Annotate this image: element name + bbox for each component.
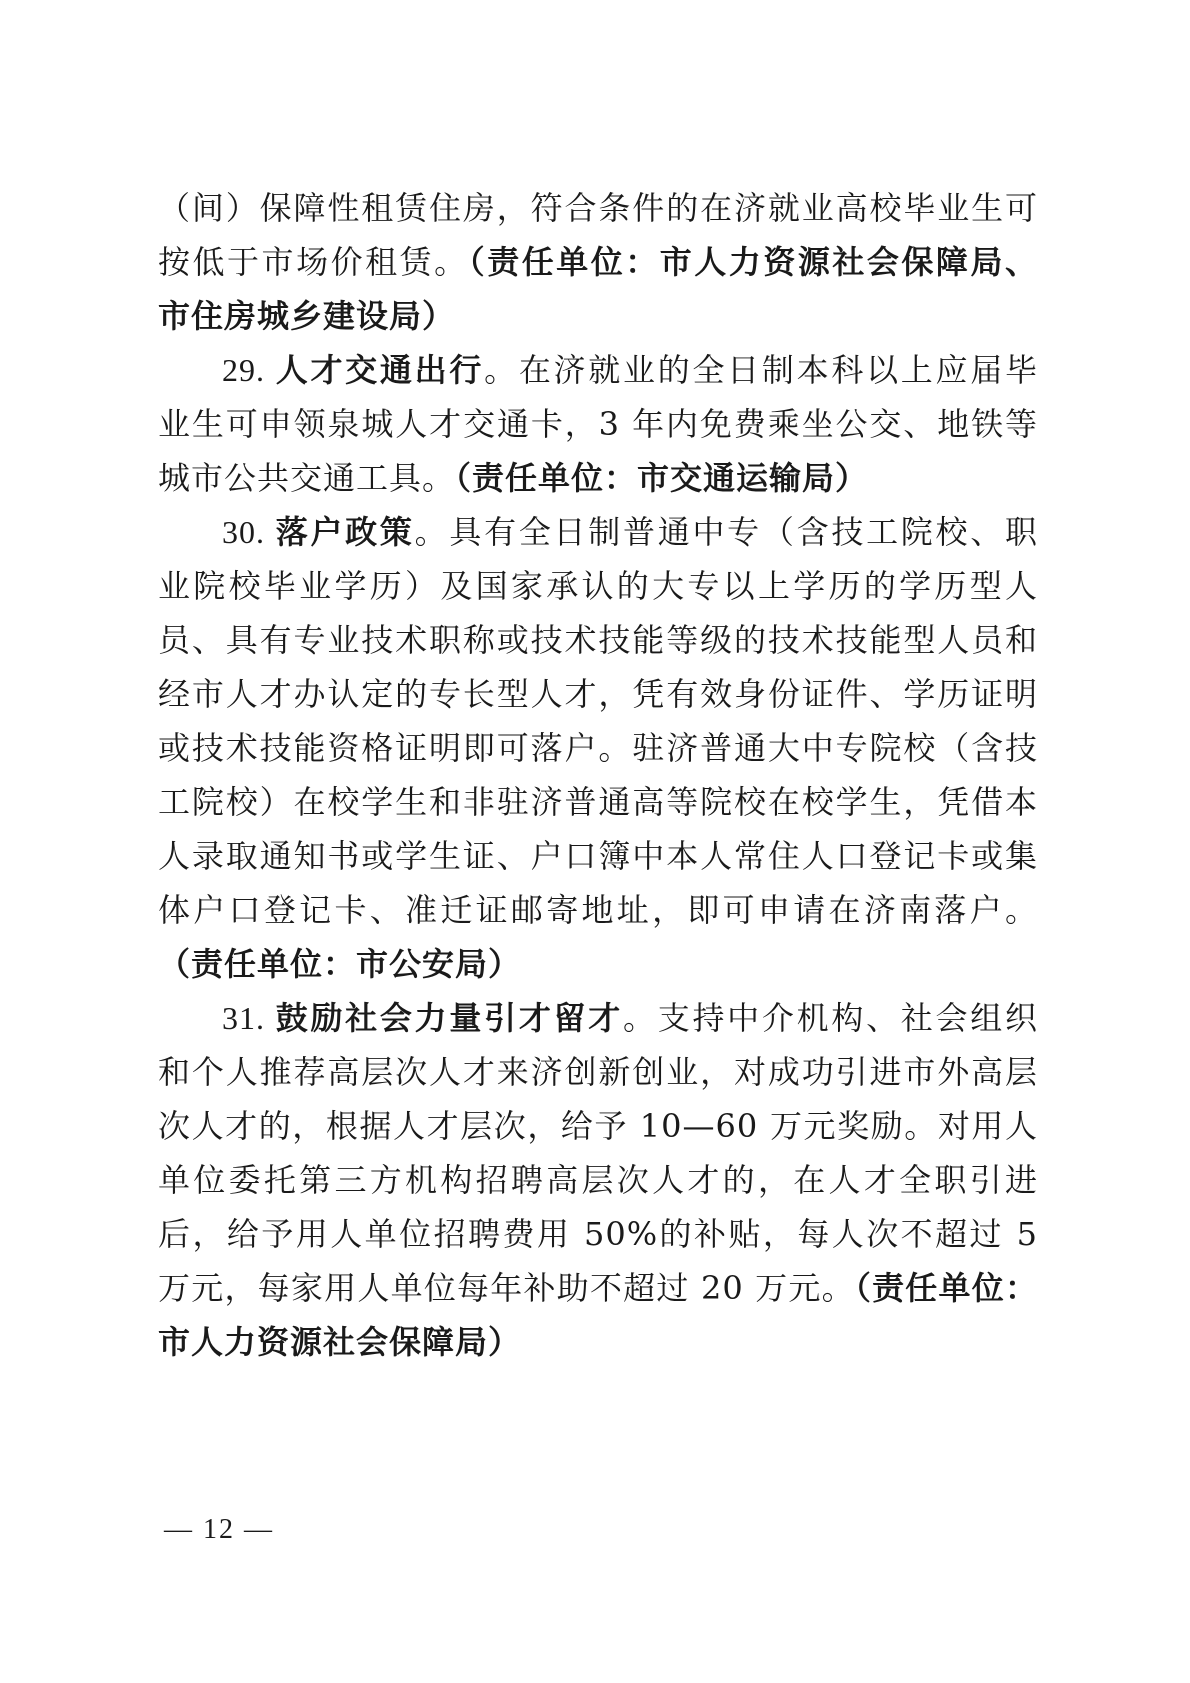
body-text: 经市人才办认定的专长型人才，凭有效身份证件、学历证明 — [158, 675, 1038, 713]
body-line — [158, 448, 1038, 508]
body-line — [158, 826, 1038, 886]
page-number: — 12 — — [164, 1514, 274, 1545]
item-number: 29. — [222, 352, 276, 388]
body-text: 。支持中介机构、社会组织 — [623, 999, 1038, 1037]
body-line — [158, 1096, 1038, 1156]
responsible-unit-note: （责任单位：市人力资源社会保障局、 — [468, 243, 1038, 281]
responsible-unit-note: 市住房城乡建设局） — [158, 297, 456, 335]
body-line — [158, 1150, 1038, 1210]
body-line — [158, 934, 1038, 994]
body-text: 城市公共交通工具。 — [158, 459, 456, 497]
body-text: 业生可申领泉城人才交通卡，3 年内免费乘坐公交、地铁等 — [158, 405, 1038, 443]
body-line — [158, 772, 1038, 832]
body-text: 或技术技能资格证明即可落户。驻济普通大中专院校（含技 — [158, 729, 1038, 767]
item-title: 人才交通出行 — [275, 351, 485, 389]
body-text: 按低于市场价租赁。 — [158, 243, 469, 281]
body-line — [158, 178, 1038, 238]
body-text: 次人才的，根据人才层次，给予 10—60 万元奖励。对用人 — [158, 1107, 1038, 1145]
body-line — [158, 664, 1038, 724]
body-line — [158, 232, 1038, 292]
body-line — [158, 394, 1038, 454]
body-text: 体户口登记卡、准迁证邮寄地址，即可申请在济南落户。 — [158, 891, 1038, 929]
body-text: 业院校毕业学历）及国家承认的大专以上学历的学历型人 — [158, 567, 1038, 605]
body-line — [158, 718, 1038, 778]
responsible-unit-note: 市人力资源社会保障局） — [158, 1323, 522, 1361]
item-number: 30. — [222, 514, 276, 550]
body-text: 人录取通知书或学生证、户口簿中本人常住人口登记卡或集 — [158, 837, 1038, 875]
item-number: 31. — [222, 1000, 276, 1036]
item-29-heading-line — [222, 340, 1038, 400]
body-line — [158, 610, 1038, 670]
body-line — [158, 1258, 1038, 1318]
item-title: 落户政策 — [275, 513, 415, 551]
item-30-heading-line — [222, 502, 1038, 562]
body-line — [158, 1042, 1038, 1102]
body-text: 和个人推荐高层次人才来济创新创业，对成功引进市外高层 — [158, 1053, 1038, 1091]
body-line — [158, 1312, 1038, 1372]
item-31-heading-line — [222, 988, 1038, 1048]
body-text: 万元，每家用人单位每年补助不超过 20 万元。 — [158, 1269, 855, 1307]
responsible-unit-note: （责任单位：市交通运输局） — [455, 459, 869, 497]
body-line — [158, 1204, 1038, 1264]
body-text: 。在济就业的全日制本科以上应届毕 — [484, 351, 1038, 389]
responsible-unit-note: （责任单位： — [854, 1269, 1038, 1307]
body-text: 员、具有专业技术职称或技术技能等级的技术技能型人员和 — [158, 621, 1038, 659]
item-title: 鼓励社会力量引才留才 — [275, 999, 623, 1037]
body-line — [158, 880, 1038, 940]
body-text: 后，给予用人单位招聘费用 50%的补贴，每人次不超过 5 — [158, 1215, 1038, 1253]
body-text: （间）保障性租赁住房，符合条件的在济就业高校毕业生可 — [158, 189, 1038, 227]
body-text: 单位委托第三方机构招聘高层次人才的，在人才全职引进 — [158, 1161, 1038, 1199]
body-line — [158, 286, 1038, 346]
body-text: 。具有全日制普通中专（含技工院校、职 — [414, 513, 1038, 551]
responsible-unit-note: （责任单位：市公安局） — [158, 945, 522, 983]
body-text: 工院校）在校学生和非驻济普通高等院校在校学生，凭借本 — [158, 783, 1038, 821]
body-line — [158, 556, 1038, 616]
